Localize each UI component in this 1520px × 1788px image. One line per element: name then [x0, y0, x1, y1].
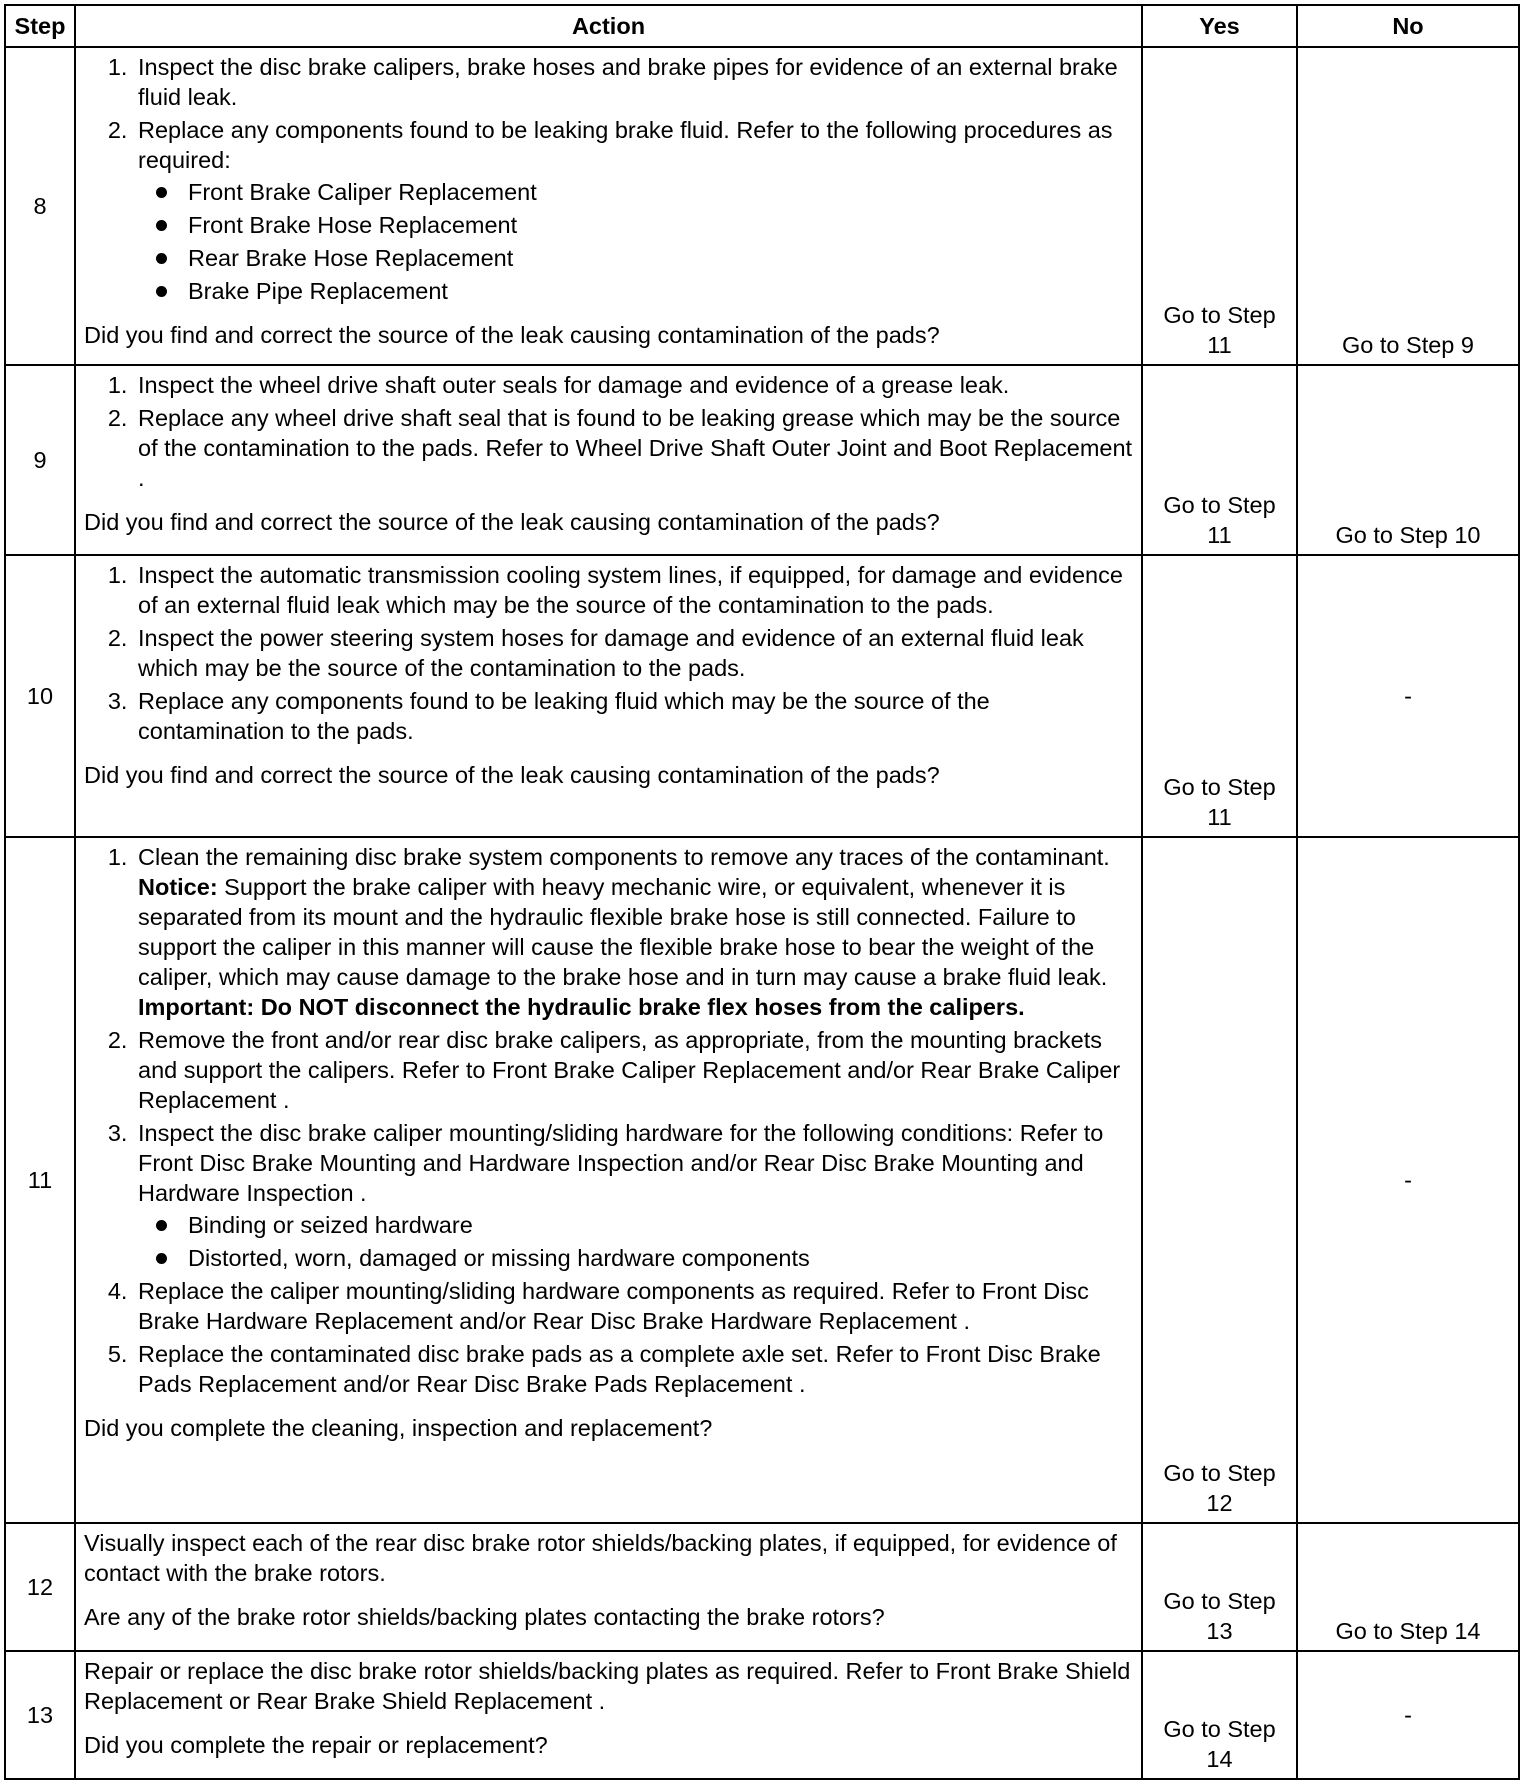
action-cell — [75, 1651, 1142, 1779]
step-number: 10 — [5, 555, 75, 837]
no-result: Go to Step 10 — [1297, 365, 1519, 555]
important-text: : Do NOT disconnect the hydraulic brake flex hoses from the calipers. — [246, 994, 1025, 1020]
step-number: 13 — [5, 1651, 75, 1779]
no-result: - — [1297, 837, 1519, 1523]
notice-label: Notice: — [138, 874, 218, 900]
question: Did you find and correct the source of the leak causing contamination of the pads? — [84, 509, 940, 535]
header-no: No — [1297, 5, 1519, 47]
bullet-item: Distorted, worn, damaged or missing hardware components — [184, 1243, 1133, 1273]
header-yes: Yes — [1142, 5, 1297, 47]
step-number: 8 — [5, 47, 75, 365]
yes-result: Go to Step 12 — [1142, 837, 1297, 1523]
action-cell — [75, 555, 1142, 837]
yes-result: Go to Step 11 — [1142, 365, 1297, 555]
diagnostic-table — [4, 4, 1520, 1780]
action-item — [134, 842, 1133, 1022]
question: Did you complete the cleaning, inspection and replacement? — [84, 1415, 713, 1441]
no-result: Go to Step 9 — [1297, 47, 1519, 365]
yes-result: Go to Step 13 — [1142, 1523, 1297, 1651]
table-row — [5, 47, 1519, 365]
question: Are any of the brake rotor shields/backing plates contacting the brake rotors? — [84, 1604, 885, 1630]
action-item-text: Replace any components found to be leaking brake fluid. Refer to the following procedures as required: — [138, 117, 1113, 173]
no-result: - — [1297, 555, 1519, 837]
step-number: 11 — [5, 837, 75, 1523]
notice — [138, 872, 1133, 992]
table-row — [5, 837, 1519, 1523]
action-list — [84, 370, 1133, 493]
important-label: Important — [138, 994, 247, 1020]
action-item: 2. Remove the front and/or rear disc brake calipers, as appropriate, from the mounting brackets and support the calipers. Refer to Front Brake Caliper Replacement and/or Rear Brake Caliper Replacement . — [134, 1025, 1133, 1115]
notice-text: Support the brake caliper with heavy mechanic wire, or equivalent, whenever it is separated from its mount and the hydraulic flexible brake hose is still connected. Failure to support the caliper in this manner will cause the flexible brake hose to bear the weight of the caliper, which may cause damage to the brake hose and in turn may cause a brake fluid leak. — [138, 874, 1108, 990]
action-item-text: 1. Clean the remaining disc brake system components to remove any traces of the contaminant. — [138, 844, 1110, 870]
action-list — [84, 842, 1133, 1399]
yes-result: Go to Step 14 — [1142, 1651, 1297, 1779]
step-number: 9 — [5, 365, 75, 555]
action-cell — [75, 365, 1142, 555]
bullet-item: Front Brake Hose Replacement — [184, 210, 1133, 240]
action-item: 1. Inspect the wheel drive shaft outer seals for damage and evidence of a grease leak. — [134, 370, 1133, 400]
no-result: Go to Step 14 — [1297, 1523, 1519, 1651]
action-item: 1. Inspect the disc brake calipers, brake hoses and brake pipes for evidence of an external brake fluid leak. — [134, 52, 1133, 112]
no-result: - — [1297, 1651, 1519, 1779]
action-item: 4. Replace the caliper mounting/sliding hardware components as required. Refer to Front Disc Brake Hardware Replacement and/or Rear Disc Brake Hardware Replacement . — [134, 1276, 1133, 1336]
table-row — [5, 1523, 1519, 1651]
question: Did you complete the repair or replacement? — [84, 1732, 548, 1758]
bullet-list — [138, 177, 1133, 306]
action-item — [134, 1118, 1133, 1273]
bullet-item: Brake Pipe Replacement — [184, 276, 1133, 306]
action-item: 2. Inspect the power steering system hoses for damage and evidence of an external fluid leak which may be the source of the contamination to the pads. — [134, 623, 1133, 683]
table-row — [5, 365, 1519, 555]
important-note — [138, 992, 1133, 1022]
question: Did you find and correct the source of the leak causing contamination of the pads? — [84, 322, 940, 348]
action-item: 5. Replace the contaminated disc brake pads as a complete axle set. Refer to Front Disc Brake Pads Replacement and/or Rear Disc Brake Pads Replacement . — [134, 1339, 1133, 1399]
action-item — [134, 115, 1133, 306]
question: Did you find and correct the source of the leak causing contamination of the pads? — [84, 762, 940, 788]
action-list — [84, 52, 1133, 306]
header-step: Step — [5, 5, 75, 47]
action-cell — [75, 837, 1142, 1523]
table-row — [5, 555, 1519, 837]
action-text: Visually inspect each of the rear disc brake rotor shields/backing plates, if equipped, for evidence of contact with the brake rotors. — [84, 1530, 1117, 1586]
action-item: 1. Inspect the automatic transmission cooling system lines, if equipped, for damage and evidence of an external fluid leak which may be the source of the contamination to the pads. — [134, 560, 1133, 620]
action-cell — [75, 1523, 1142, 1651]
bullet-list — [138, 1210, 1133, 1273]
header-row — [5, 5, 1519, 47]
action-cell — [75, 47, 1142, 365]
action-item-text: Inspect the disc brake caliper mounting/sliding hardware for the following conditions: Refer to Front Disc Brake Mounting and Hardware Inspection and/or Rear Disc Brake Mounting and Hardware Inspection . — [138, 1120, 1104, 1206]
bullet-item: Binding or seized hardware — [184, 1210, 1133, 1240]
table-row — [5, 1651, 1519, 1779]
action-list — [84, 560, 1133, 746]
action-text: Repair or replace the disc brake rotor shields/backing plates as required. Refer to Front Brake Shield Replacement or Rear Brake Shield Replacement . — [84, 1658, 1131, 1714]
bullet-item: Rear Brake Hose Replacement — [184, 243, 1133, 273]
header-action: Action — [75, 5, 1142, 47]
yes-result: Go to Step 11 — [1142, 47, 1297, 365]
action-item: 3. Replace any components found to be leaking fluid which may be the source of the contamination to the pads. — [134, 686, 1133, 746]
step-number: 12 — [5, 1523, 75, 1651]
yes-result: Go to Step 11 — [1142, 555, 1297, 837]
bullet-item: Front Brake Caliper Replacement — [184, 177, 1133, 207]
action-item: 2. Replace any wheel drive shaft seal that is found to be leaking grease which may be the source of the contamination to the pads. Refer to Wheel Drive Shaft Outer Joint and Boot Replacement . — [134, 403, 1133, 493]
